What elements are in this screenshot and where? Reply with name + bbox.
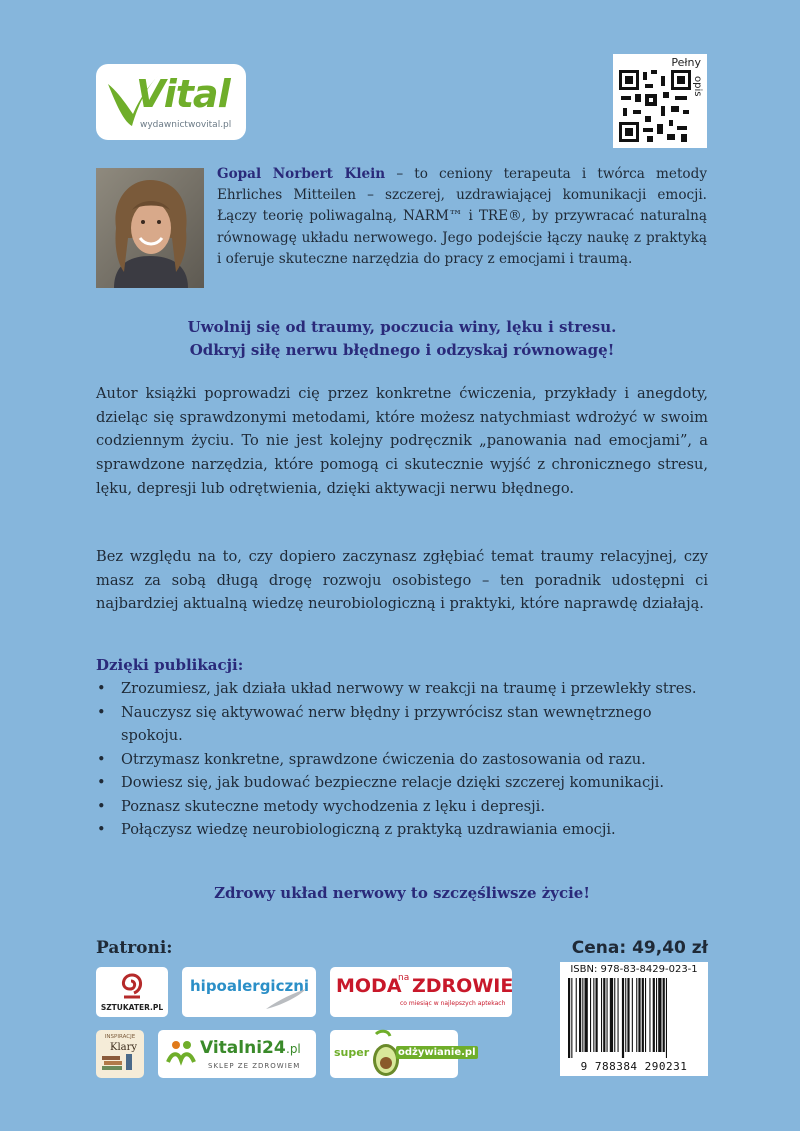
patron-hipoalergiczni[interactable] — [182, 967, 316, 1017]
moda-na-label: na — [398, 973, 410, 983]
zdrowie-label: ZDROWIE — [412, 975, 514, 997]
barcode-bar — [649, 978, 650, 1052]
author-name: Gopal Norbert Klein — [217, 166, 386, 182]
benefits-title: Dzięki publikacji: — [96, 656, 244, 674]
barcode-bar — [642, 978, 644, 1052]
odzywianie-label: odżywianie.pl — [398, 1047, 476, 1058]
tagline-line-1: Uwolnij się od traumy, poczucia winy, lęku i stresu. — [187, 318, 617, 336]
qr-label: Pełny — [671, 56, 701, 69]
barcode-bar — [610, 978, 613, 1052]
isbn-label: ISBN: 978-83-8429-023-1 — [570, 964, 698, 975]
barcode-bar — [614, 978, 615, 1052]
inspiracje-label: INSPIRACJE — [104, 1034, 136, 1040]
publisher-logo[interactable] — [96, 64, 246, 140]
barcode-bar — [590, 978, 591, 1052]
list-item: • Dowiesz się, jak budować bezpieczne relacje dzięki szczerej komunikacji. — [96, 771, 710, 795]
barcode-bar — [601, 978, 602, 1052]
vitalni-subtitle: SKLEP ZE ZDROWIEM — [208, 1062, 301, 1070]
barcode-bar — [579, 978, 581, 1052]
barcode-bars — [560, 978, 708, 1058]
list-item: • Zrozumiesz, jak działa układ nerwowy w reakcji na traumę i przewlekły stres. — [96, 677, 710, 701]
patron-moda-na-zdrowie[interactable] — [330, 967, 512, 1017]
isbn-digits: 9 788384 290231 — [580, 1060, 688, 1073]
people-icon — [166, 1038, 196, 1068]
list-item: • Nauczysz się aktywować nerw błędny i przywrócisz stan wewnętrznego spokoju. — [96, 701, 710, 748]
patron-sztukater[interactable] — [96, 967, 168, 1017]
barcode-bar — [625, 978, 626, 1052]
qr-label-side: opis — [692, 76, 703, 97]
barcode-bar — [645, 978, 646, 1052]
patron-super-odzywianie[interactable] — [330, 1030, 476, 1078]
author-photo — [96, 168, 204, 288]
barcode-bar — [653, 978, 655, 1052]
barcode-bar — [596, 978, 598, 1052]
publisher-brand: Vital — [136, 72, 230, 116]
moda-subtitle: co miesiąc w najlepszych aptekach — [400, 1000, 506, 1007]
list-item: • Połączysz wiedzę neurobiologiczną z praktyką uzdrawiania emocji. — [96, 818, 710, 842]
patron-inspiracje-klary[interactable] — [96, 1030, 144, 1078]
barcode-bar — [568, 978, 570, 1058]
barcode-bar — [576, 978, 577, 1052]
author-bio — [217, 164, 707, 270]
publisher-url: wydawnictwovital.pl — [140, 120, 232, 130]
closing-slogan: Zdrowy układ nerwowy to szczęśliwsze życie! — [214, 884, 590, 902]
benefits-list — [96, 677, 710, 842]
author-bio-text: – to ceniony terapeuta i twórca metody Ehrliches Mitteilen – szczerej, uzdrawiającej komunikacji emocji. Łączy teorię poliwagalną, NARM™ i TRE®, by przywracać naturalną równowagę układu nerwowego. Jego podejście łączy naukę z praktyką i oferuje skuteczne narzędzia do pracy z emocjami i traumą. — [217, 166, 707, 267]
list-item: • Otrzymasz konkretne, sprawdzone ćwiczenia do zastosowania od razu. — [96, 748, 710, 772]
tagline-line-2: Odkryj siłę nerwu błędnego i odzyskaj równowagę! — [189, 341, 615, 359]
description-paragraph-2: Bez względu na to, czy dopiero zaczynasz zgłębiać temat traumy relacyjnej, czy masz za sobą długą drogę rozwoju osobistego – ten poradnik udostępni ci najbardziej aktualną wiedzę neurobiologiczną i praktyki, które naprawdę działają. — [96, 548, 708, 613]
barcode-bar — [622, 978, 624, 1058]
barcode-bar — [582, 978, 583, 1052]
qr-code[interactable] — [613, 54, 707, 148]
barcode-bar — [607, 978, 608, 1052]
barcode-bar — [632, 978, 633, 1052]
barcode-bar — [666, 978, 667, 1058]
sztukater-label: SZTUKATER.PL — [100, 1003, 164, 1012]
barcode-bar — [638, 978, 640, 1052]
barcode-bar — [627, 978, 629, 1052]
author-portrait — [96, 168, 204, 288]
patrons-title: Patroni: — [96, 938, 173, 958]
patron-vitalni24[interactable] — [158, 1030, 316, 1078]
barcode-bar — [636, 978, 637, 1052]
klary-label: Klary — [110, 1042, 138, 1053]
price: Cena: 49,40 zł — [571, 938, 708, 958]
vitalni-pl-label: .pl — [286, 1042, 301, 1056]
barcode-bar — [603, 978, 605, 1052]
barcode-bar — [658, 978, 661, 1052]
qr-code-icon — [619, 70, 691, 142]
vitalni-label: Vitalni24 — [200, 1038, 286, 1058]
hipoalergiczni-label: hipoalergiczni — [190, 977, 310, 995]
feather-icon — [182, 967, 316, 1017]
barcode-bar — [593, 978, 594, 1052]
isbn-barcode — [560, 962, 708, 1076]
list-item: • Poznasz skuteczne metody wychodzenia z lęku i depresji. — [96, 795, 710, 819]
super-label: super — [334, 1046, 370, 1059]
barcode-bar — [618, 978, 619, 1052]
barcode-bar — [663, 978, 665, 1052]
description-paragraph-1: Autor książki poprowadzi cię przez konkretne ćwiczenia, przykłady i anegdoty, dzieląc się sprawdzonymi metodami, które możesz natychmiast wdrożyć w swoim codziennym życiu. To nie jest kolejny podręcznik „panowania nad emocjami”, a sprawdzone narzędzia, które pomogą ci skutecznie wyjść z chronicznego stresu, lęku, depresji lub odrętwienia, dzięki aktywacji nerwu błędnego. — [96, 385, 708, 497]
barcode-bar — [571, 978, 572, 1058]
moda-label: MODA — [336, 975, 402, 997]
barcode-bar — [656, 978, 657, 1052]
barcode-bar — [585, 978, 588, 1052]
